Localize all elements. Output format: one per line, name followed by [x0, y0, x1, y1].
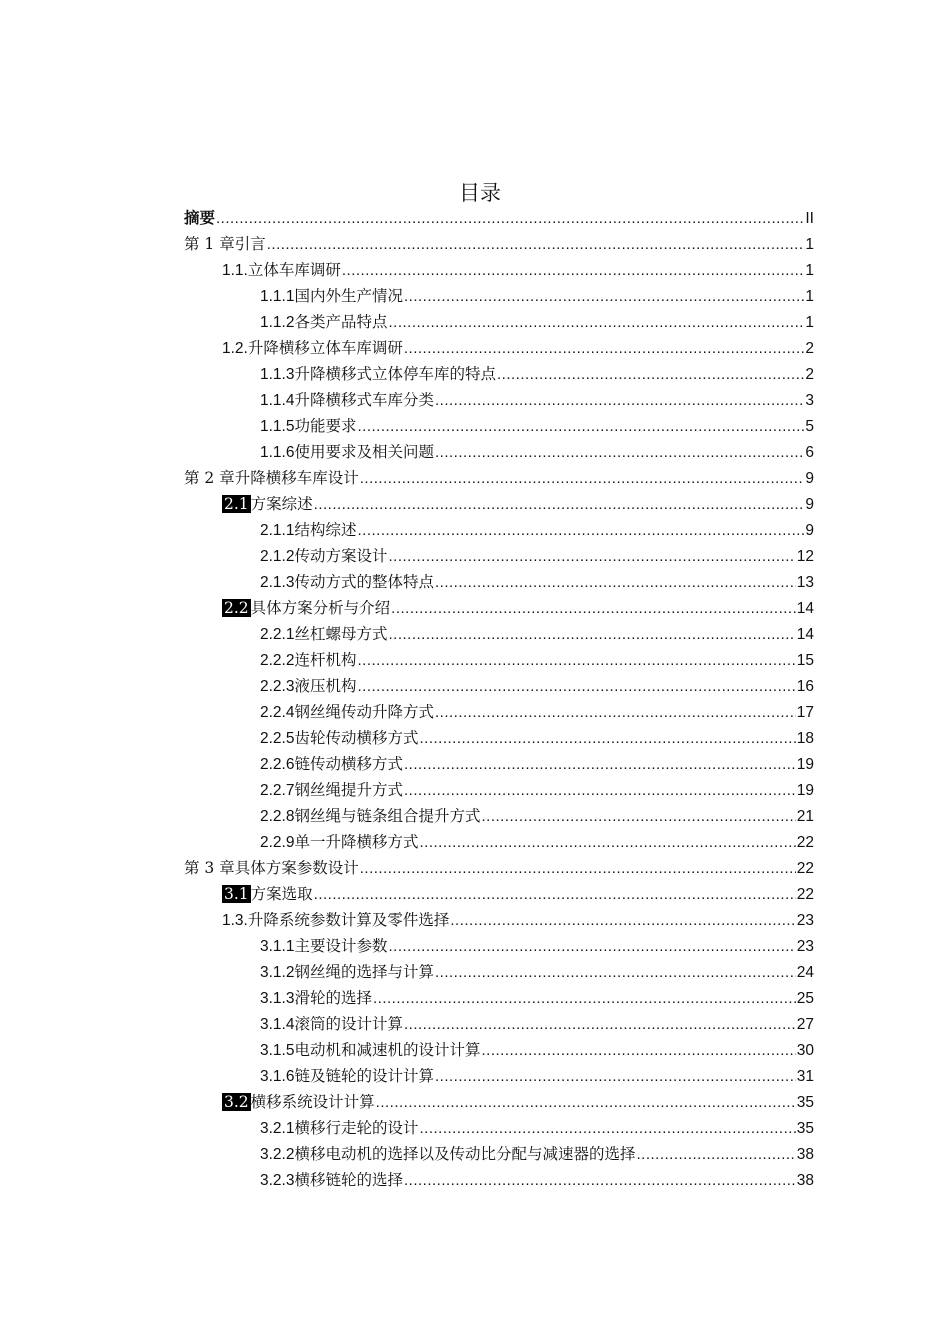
- toc-entry[interactable]: [184, 907, 814, 933]
- toc-leader-dots: [389, 310, 805, 336]
- toc-entry-number: 3.1.2: [260, 964, 295, 981]
- toc-entry-label: 方案综述: [250, 495, 313, 513]
- toc-entry[interactable]: [184, 257, 814, 283]
- toc-entry-page: 9: [805, 470, 814, 487]
- toc-entry-label: 传动方案设计: [294, 547, 388, 565]
- toc-entry-label: 钢丝绳与链条组合提升方式: [294, 807, 481, 825]
- toc-leader-dots: [420, 830, 796, 856]
- toc-entry-number: 第 1 章: [184, 235, 235, 253]
- toc-entry-label: 横移系统设计计算: [250, 1093, 375, 1111]
- toc-leader-dots: [637, 1142, 796, 1168]
- toc-entry[interactable]: [184, 569, 814, 595]
- toc-entry-page: 9: [805, 496, 814, 513]
- toc-entry-page: 3: [805, 392, 814, 409]
- toc-entry-label: 单一升降横移方式: [294, 833, 419, 851]
- toc-entry-page: II: [805, 210, 814, 227]
- toc-leader-dots: [420, 1116, 796, 1142]
- toc-entry[interactable]: [184, 595, 814, 621]
- toc-entry-number-box: [260, 1167, 294, 1194]
- toc-entry-number-box: [222, 257, 248, 284]
- toc-entry-label: 滚筒的设计计算: [294, 1015, 403, 1033]
- toc-leader-dots: [435, 1064, 796, 1090]
- toc-entry[interactable]: [184, 387, 814, 413]
- toc-leader-dots: [358, 414, 805, 440]
- toc-entry[interactable]: [184, 1037, 814, 1063]
- toc-entry-label: 摘要: [184, 209, 216, 227]
- toc-entry-number-box: [222, 907, 248, 934]
- toc-entry-number: 2.2: [224, 599, 249, 617]
- toc-leader-dots: [497, 362, 804, 388]
- toc-entry-number-box: [260, 1141, 294, 1168]
- toc-entry[interactable]: [184, 803, 814, 829]
- toc-entry-number-box: [260, 1037, 294, 1064]
- toc-entry-number-box: [260, 1011, 294, 1038]
- toc-entry-label: 齿轮传动横移方式: [294, 729, 419, 747]
- toc-entry-page: 14: [796, 626, 814, 643]
- toc-entry-label: 使用要求及相关问题: [294, 443, 434, 461]
- toc-leader-dots: [314, 882, 796, 908]
- toc-entry-label: 钢丝绳提升方式: [294, 781, 403, 799]
- toc-entry-page: 35: [796, 1120, 814, 1137]
- toc-leader-dots: [435, 388, 804, 414]
- toc-entry-label: 升降横移式立体停车库的特点: [294, 365, 496, 383]
- toc-leader-dots: [404, 752, 796, 778]
- toc-entry-page: 35: [796, 1094, 814, 1111]
- toc-entry-number-box: [260, 543, 294, 570]
- toc-entry-label: 立体车库调研: [247, 261, 341, 279]
- toc-entry-label: 横移行走轮的设计: [294, 1119, 419, 1137]
- toc-entry-number-box: [260, 673, 294, 700]
- toc-entry-label: 丝杠螺母方式: [294, 625, 388, 643]
- toc-leader-dots: [404, 336, 805, 362]
- toc-entry-page: 21: [796, 808, 814, 825]
- toc-entry-number-box: [260, 621, 294, 648]
- toc-entry[interactable]: [184, 517, 814, 543]
- toc-entry-number: 1.1.4: [260, 392, 295, 409]
- toc-entry-number: 1.1.2: [260, 314, 295, 331]
- toc-entry-number-box: [260, 725, 294, 752]
- toc-entry-label: 国内外生产情况: [294, 287, 403, 305]
- toc-entry-number: 2.2.1: [260, 626, 295, 643]
- toc-leader-dots: [314, 492, 805, 518]
- toc-entry-page: 15: [796, 652, 814, 669]
- toc-entry[interactable]: [184, 465, 814, 491]
- toc-entry-number-box: [260, 959, 294, 986]
- toc-entry-page: 23: [796, 912, 814, 929]
- toc-leader-dots: [389, 622, 796, 648]
- toc-entry-label: 具体方案分析与介绍: [250, 599, 391, 617]
- toc-entry[interactable]: [184, 361, 814, 387]
- toc-leader-dots: [435, 440, 804, 466]
- toc-leader-dots: [389, 934, 796, 960]
- toc-leader-dots: [376, 1090, 796, 1116]
- toc-entry-label: 滑轮的选择: [294, 989, 372, 1007]
- toc-entry-number-box: [222, 491, 251, 517]
- toc-entry[interactable]: [184, 335, 814, 361]
- toc-entry[interactable]: [184, 1115, 814, 1141]
- toc-leader-dots: [358, 674, 796, 700]
- toc-entry-number-box: [260, 387, 294, 414]
- toc-entry-number: 3.1.4: [260, 1016, 295, 1033]
- toc-entry-number: 2.1.1: [260, 522, 295, 539]
- toc-entry-label: 升降横移车库设计: [234, 469, 359, 487]
- toc-entry-page: 9: [805, 522, 814, 539]
- toc-entry-page: 22: [796, 860, 814, 877]
- toc-entry-page: 27: [796, 1016, 814, 1033]
- toc-entry[interactable]: [184, 543, 814, 569]
- toc-entry-label: 横移电动机的选择以及传动比分配与减速器的选择: [294, 1145, 636, 1163]
- toc-entry-number-box: [260, 829, 294, 856]
- toc-leader-dots: [482, 804, 796, 830]
- toc-entry[interactable]: [184, 699, 814, 725]
- toc-entry-label: 方案选取: [250, 885, 313, 903]
- toc-entry-number: 3.1.3: [260, 990, 295, 1007]
- toc-leader-dots: [450, 908, 795, 934]
- toc-entry-page: 17: [796, 704, 814, 721]
- toc-entry-number: 2.1.2: [260, 548, 295, 565]
- toc-leader-dots: [404, 778, 796, 804]
- toc-entry-number: 2.2.9: [260, 834, 295, 851]
- toc-entry-number: 2.1: [224, 495, 249, 513]
- toc-entry-number-box: [222, 595, 251, 621]
- toc-entry-number: 3.1.6: [260, 1068, 295, 1085]
- toc-entry-page: 5: [805, 418, 814, 435]
- toc-entry-number: 3.2.1: [260, 1120, 295, 1137]
- toc-entry-number-box: [260, 751, 294, 778]
- toc-leader-dots: [389, 544, 796, 570]
- toc-title: 目录: [459, 181, 501, 205]
- toc-entry-number: 2.2.3: [260, 678, 295, 695]
- toc-leader-dots: [420, 726, 796, 752]
- toc-entry-number-box: [260, 647, 294, 674]
- toc-entry[interactable]: [184, 1089, 814, 1115]
- toc-entry[interactable]: [184, 309, 814, 335]
- toc-entry[interactable]: [184, 933, 814, 959]
- toc-leader-dots: [358, 648, 796, 674]
- toc-entry-label: 连杆机构: [294, 651, 357, 669]
- toc-entry-number-box: [260, 517, 294, 544]
- toc-entry[interactable]: [184, 855, 814, 881]
- toc-entry-page: 1: [805, 236, 814, 253]
- toc-entry-number: 2.1.3: [260, 574, 295, 591]
- toc-entry-number: 1.2.: [222, 340, 248, 357]
- toc-entry[interactable]: [184, 725, 814, 751]
- toc-leader-dots: [404, 1168, 796, 1194]
- toc-entry[interactable]: [184, 829, 814, 855]
- toc-entry-page: 1: [805, 288, 814, 305]
- toc-entry-number: 2.2.7: [260, 782, 295, 799]
- toc-list: [184, 205, 814, 1193]
- toc-entry-number: 2.2.4: [260, 704, 295, 721]
- toc-entry-page: 22: [796, 886, 814, 903]
- toc-entry-number: 1.1.: [222, 262, 248, 279]
- toc-entry-page: 19: [796, 782, 814, 799]
- toc-leader-dots: [404, 284, 804, 310]
- toc-entry[interactable]: [184, 491, 814, 517]
- toc-leader-dots: [435, 700, 796, 726]
- toc-entry-page: 38: [796, 1172, 814, 1189]
- toc-entry-label: 钢丝绳传动升降方式: [294, 703, 434, 721]
- toc-entry[interactable]: [184, 959, 814, 985]
- toc-entry-number: 2.2.2: [260, 652, 295, 669]
- toc-leader-dots: [360, 856, 796, 882]
- toc-entry-page: 30: [796, 1042, 814, 1059]
- toc-entry-page: 6: [805, 444, 814, 461]
- toc-entry-page: 13: [796, 574, 814, 591]
- toc-entry-label: 液压机构: [294, 677, 357, 695]
- toc-entry-number-box: [260, 1063, 294, 1090]
- toc-entry-label: 钢丝绳的选择与计算: [294, 963, 434, 981]
- toc-entry-page: 38: [796, 1146, 814, 1163]
- toc-entry-label: 横移链轮的选择: [294, 1171, 403, 1189]
- toc-entry-number-box: [260, 283, 294, 310]
- toc-entry-number-box: [260, 309, 294, 336]
- toc-leader-dots: [342, 258, 805, 284]
- toc-entry[interactable]: [184, 751, 814, 777]
- toc-entry-label: 升降横移式车库分类: [294, 391, 434, 409]
- toc-leader-dots: [435, 570, 796, 596]
- toc-leader-dots: [391, 596, 796, 622]
- toc-entry-page: 31: [796, 1068, 814, 1085]
- toc-entry-number-box: [260, 439, 294, 466]
- toc-entry-number-box: [260, 1115, 294, 1142]
- toc-entry-number: 2.2.8: [260, 808, 295, 825]
- toc-leader-dots: [373, 986, 796, 1012]
- toc-entry-abstract[interactable]: [184, 205, 814, 231]
- toc-entry-page: 2: [805, 340, 814, 357]
- toc-entry[interactable]: [184, 985, 814, 1011]
- toc-entry-number-box: [260, 699, 294, 726]
- toc-entry-number-box: [222, 881, 251, 907]
- toc-entry-number-box: [260, 803, 294, 830]
- toc-entry-page: 2: [805, 366, 814, 383]
- toc-entry[interactable]: [184, 1063, 814, 1089]
- toc-entry-page: 1: [805, 314, 814, 331]
- toc-entry-label: 电动机和减速机的设计计算: [294, 1041, 481, 1059]
- toc-leader-dots: [435, 960, 796, 986]
- toc-leader-dots: [482, 1038, 796, 1064]
- toc-entry[interactable]: [184, 1011, 814, 1037]
- toc-entry-number: 1.1.6: [260, 444, 295, 461]
- toc-leader-dots: [267, 232, 805, 258]
- toc-entry-number: 第 2 章: [184, 469, 235, 487]
- toc-entry-number-box: [260, 413, 294, 440]
- toc-entry-page: 22: [796, 834, 814, 851]
- toc-entry[interactable]: [184, 231, 814, 257]
- toc-entry[interactable]: [184, 283, 814, 309]
- toc-entry[interactable]: [184, 1167, 814, 1193]
- toc-entry-label: 各类产品特点: [294, 313, 388, 331]
- toc-entry-number: 1.3.: [222, 912, 248, 929]
- toc-entry-page: 25: [796, 990, 814, 1007]
- toc-leader-dots: [404, 1012, 796, 1038]
- toc-entry-page: 18: [796, 730, 814, 747]
- toc-entry-number-box: [260, 985, 294, 1012]
- toc-entry-number-box: [260, 933, 294, 960]
- toc-entry-number: 3.1: [224, 885, 249, 903]
- toc-entry-number: 1.1.5: [260, 418, 295, 435]
- toc-entry-page: 14: [796, 600, 814, 617]
- toc-entry-number: 3.2: [224, 1093, 249, 1111]
- toc-leader-dots: [216, 206, 804, 232]
- toc-entry-number: 2.2.5: [260, 730, 295, 747]
- toc-entry[interactable]: [184, 881, 814, 907]
- toc-entry-label: 主要设计参数: [294, 937, 388, 955]
- toc-entry-page: 12: [796, 548, 814, 565]
- toc-entry-number: 3.1.1: [260, 938, 295, 955]
- toc-entry-label: 链及链轮的设计计算: [294, 1067, 434, 1085]
- toc-entry-label: 功能要求: [294, 417, 357, 435]
- toc-entry[interactable]: [184, 1141, 814, 1167]
- toc-entry[interactable]: [184, 777, 814, 803]
- toc-entry-page: 19: [796, 756, 814, 773]
- toc-entry-number-box: [222, 335, 248, 362]
- toc-entry-label: 结构综述: [294, 521, 357, 539]
- toc-entry-number: 2.2.6: [260, 756, 295, 773]
- toc-entry-label: 引言: [234, 235, 266, 253]
- toc-entry[interactable]: [184, 621, 814, 647]
- toc-entry[interactable]: [184, 439, 814, 465]
- toc-entry-number-box: [222, 1089, 251, 1115]
- toc-entry-number-box: [260, 569, 294, 596]
- toc-entry-number: 1.1.3: [260, 366, 295, 383]
- toc-entry[interactable]: [184, 647, 814, 673]
- toc-leader-dots: [358, 518, 805, 544]
- toc-entry[interactable]: [184, 673, 814, 699]
- toc-entry-number: 3.1.5: [260, 1042, 295, 1059]
- toc-entry-page: 24: [796, 964, 814, 981]
- toc-leader-dots: [360, 466, 805, 492]
- toc-entry-label: 传动方式的整体特点: [294, 573, 434, 591]
- toc-entry-label: 具体方案参数设计: [234, 859, 359, 877]
- toc-entry[interactable]: [184, 413, 814, 439]
- toc-entry-number: 第 3 章: [184, 859, 235, 877]
- toc-entry-number-box: [260, 361, 294, 388]
- toc-entry-label: 链传动横移方式: [294, 755, 403, 773]
- toc-entry-page: 1: [805, 262, 814, 279]
- toc-entry-number: 3.2.2: [260, 1146, 295, 1163]
- toc-entry-page: 23: [796, 938, 814, 955]
- toc-entry-number-box: [260, 777, 294, 804]
- toc-entry-page: 16: [796, 678, 814, 695]
- toc-entry-label: 升降横移立体车库调研: [247, 339, 403, 357]
- toc-entry-number: 3.2.3: [260, 1172, 295, 1189]
- toc-entry-label: 升降系统参数计算及零件选择: [247, 911, 450, 929]
- toc-entry-number: 1.1.1: [260, 288, 295, 305]
